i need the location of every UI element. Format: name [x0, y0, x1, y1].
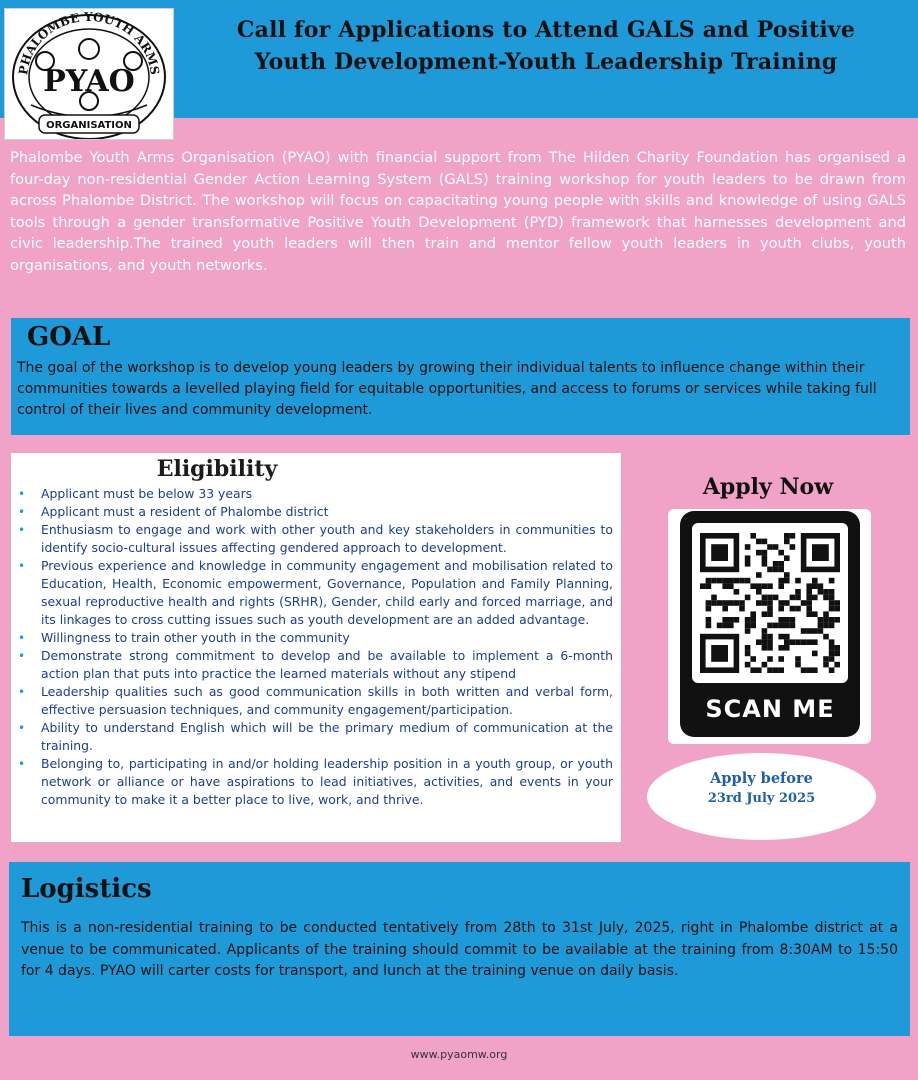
eligibility-list [15, 485, 613, 809]
eligibility-heading: Eligibility [156, 456, 278, 482]
logistics-heading: Logistics [21, 874, 152, 904]
eligibility-section [11, 453, 621, 842]
deadline-label: Apply before [710, 770, 813, 787]
qr-code-icon[interactable] [692, 523, 848, 683]
list-item: • Willingness to train other youth in the community [15, 629, 613, 647]
logo-top-text: PHALOMBE YOUTH ARMS [16, 9, 162, 76]
title-line-1: Call for Applications to Attend GALS and Positive [236, 17, 856, 43]
deadline-badge [647, 753, 876, 840]
scan-me-label: SCAN ME [705, 695, 835, 723]
logistics-section [9, 862, 910, 1036]
goal-text: The goal of the workshop is to develop young leaders by growing their individual talents to influence change within their communities towards a levelled playing field for equitable opportunities, and access to forums or services while taking full control of their lives and community development. [17, 360, 877, 418]
list-item: • Demonstrate strong commitment to develop and be available to implement a 6-month action plan that puts into practice the learned materials without any stipend [15, 647, 613, 683]
title-line-2: Youth Development-Youth Leadership Training [254, 49, 838, 75]
logistics-text: This is a non-residential training to be conducted tentatively from 28th to 31st July, 2025, right in Phalombe district at a venue to be communicated. Applicants of the training should commit to be available at the training from 8:30AM to 15:50 for 4 days. PYAO will carter costs for transport, and lunch at the training venue on daily basis. [21, 920, 898, 979]
goal-section [11, 318, 910, 435]
pyao-logo [4, 8, 174, 140]
logo-bottom-text: ORGANISATION [46, 120, 132, 131]
list-item: • Previous experience and knowledge in community engagement and mobilisation related to Education, Health, Economic empowerment, Governance, Population and Family Planning, sexual reproductive health and rights (SRHR), Gender, child early and forced marriage, and its linkages to cross cutting issues such as youth development are an added advantage. [15, 557, 613, 629]
logo-monogram: PYAO [43, 64, 135, 99]
list-item: • Ability to understand English which will be the primary medium of communication at the training. [15, 719, 613, 755]
list-item: • Leadership qualities such as good communication skills in both written and verbal form, effective persuasion techniques, and community engagement/participation. [15, 683, 613, 719]
intro-paragraph: Phalombe Youth Arms Organisation (PYAO) with financial support from The Hilden Charity Foundation has organised a four-day non-residential Gender Action Learning System (GALS) training workshop for youth leaders to be drawn from across Phalombe District. The workshop will focus on capacitating young people with skills and knowledge of using GALS tools through a gender transformative Positive Youth Development (PYD) framework that harnesses development and civic leadership.The trained youth leaders will then train and mentor fellow youth leaders in youth clubs, youth organisations, and youth networks. [10, 149, 906, 274]
qr-frame [680, 511, 860, 737]
deadline-date: 23rd July 2025 [707, 791, 816, 806]
apply-now-heading: Apply Now [702, 474, 834, 500]
footer-url[interactable]: www.pyaomw.org [410, 1048, 508, 1061]
list-item: • Applicant must be below 33 years [15, 485, 613, 503]
qr-code-card[interactable] [668, 509, 871, 744]
page-title [182, 14, 910, 78]
list-item: • Belonging to, participating in and/or holding leadership position in a youth group, or youth network or alliance or have aspirations to lead initiatives, activities, and events in your community to make it a better place to live, work, and thrive. [15, 755, 613, 809]
list-item: • Enthusiasm to engage and work with other youth and key stakeholders in communities to identify socio-cultural issues affecting gendered approach to development. [15, 521, 613, 557]
goal-heading: GOAL [27, 322, 111, 352]
list-item: • Applicant must a resident of Phalombe district [15, 503, 613, 521]
